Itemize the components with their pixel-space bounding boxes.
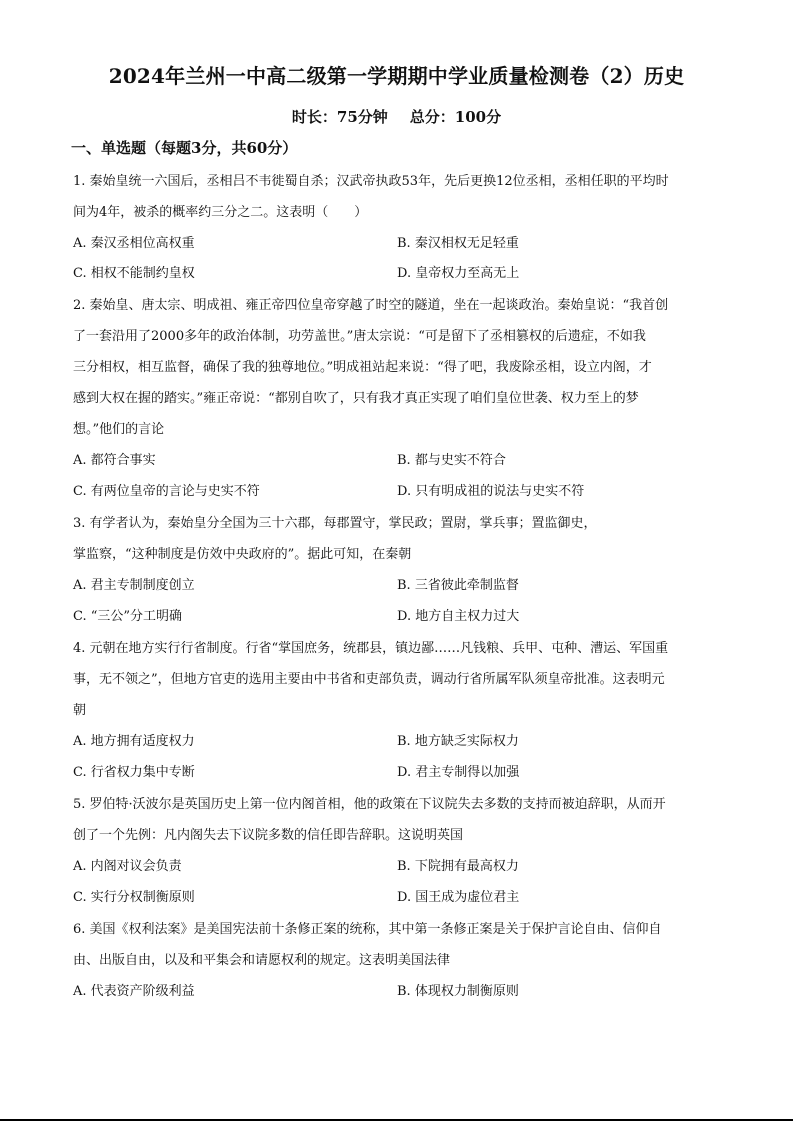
question-4-stem-line-2: 事，无不领之”，但地方官吏的选用主要由中书省和吏部负责，调动行省所属军队须皇帝批准。这表明元 xyxy=(73,672,665,687)
page-bottom-border xyxy=(0,1119,793,1121)
question-2-stem-line-3: 三分相权，相互监督，确保了我的独尊地位。”明成祖站起来说：“得了吧，我废除丞相，设立内阁，才 xyxy=(73,360,652,375)
question-5-stem-line-2: 创了一个先例：凡内阁失去下议院多数的信任即告辞职。这说明英国 xyxy=(73,828,464,843)
question-4-option-b: B. 地方缺乏实际权力 xyxy=(397,734,519,749)
question-3-option-c: C. “三公”分工明确 xyxy=(73,609,183,624)
question-3-option-b: B. 三省彼此牵制监督 xyxy=(397,578,519,593)
question-4-stem-line-3: 朝 xyxy=(73,703,87,718)
question-1-option-b: B. 秦汉相权无足轻重 xyxy=(397,236,519,251)
question-1-option-a: A. 秦汉丞相位高权重 xyxy=(73,236,195,251)
question-5-stem-line-1: 5. 罗伯特·沃波尔是英国历史上第一位内阁首相，他的政策在下议院失去多数的支持而被迫辞职，从而开 xyxy=(73,797,666,812)
question-2-option-d: D. 只有明成祖的说法与史实不符 xyxy=(397,484,585,499)
question-4-stem-line-1: 4. 元朝在地方实行行省制度。行省“掌国庶务，统郡县，镇边鄙……凡钱粮、兵甲、屯种、漕运、军国重 xyxy=(73,641,669,656)
question-5-option-d: D. 国王成为虚位君主 xyxy=(397,890,520,905)
question-1-option-c: C. 相权不能制约皇权 xyxy=(73,266,195,281)
duration-label: 时长：75分钟 xyxy=(291,108,388,126)
question-5-option-c: C. 实行分权制衡原则 xyxy=(73,890,195,905)
question-5-option-a: A. 内阁对议会负责 xyxy=(73,859,182,874)
question-1-option-d: D. 皇帝权力至高无上 xyxy=(397,266,520,281)
exam-meta xyxy=(0,106,793,128)
question-3-stem-line-1: 3. 有学者认为，秦始皇分全国为三十六郡，每郡置守，掌民政；置尉，掌兵事；置监御史， xyxy=(73,516,597,531)
question-3-stem-line-2: 掌监察，“这种制度是仿效中央政府的”。据此可知，在秦朝 xyxy=(73,547,412,562)
question-6-stem-line-2: 由、出版自由，以及和平集会和请愿权利的规定。这表明美国法律 xyxy=(73,953,451,968)
question-2-stem-line-5: 想。”他们的言论 xyxy=(73,422,165,437)
question-2-stem-line-2: 了一套沿用了2000多年的政治体制，功劳盖世。”唐太宗说：“可是留下了丞相篡权的后遗症，不如我 xyxy=(73,329,646,344)
question-6-stem-line-1: 6. 美国《权利法案》是美国宪法前十条修正案的统称，其中第一条修正案是关于保护言论自由、信仰自 xyxy=(73,922,662,937)
question-6-option-a: A. 代表资产阶级利益 xyxy=(73,984,195,999)
question-5-option-b: B. 下院拥有最高权力 xyxy=(397,859,519,874)
question-1-stem-line-1: 1. 秦始皇统一六国后，丞相吕不韦徙蜀自杀；汉武帝执政53年，先后更换12位丞相，丞相任职的平均时 xyxy=(73,174,669,189)
question-3-option-d: D. 地方自主权力过大 xyxy=(397,609,520,624)
question-2-option-c: C. 有两位皇帝的言论与史实不符 xyxy=(73,484,260,499)
question-4-option-a: A. 地方拥有适度权力 xyxy=(73,734,195,749)
question-2-stem-line-4: 感到大权在握的踏实。”雍正帝说：“都别自吹了，只有我才真正实现了咱们皇位世袭、权力至上的梦 xyxy=(73,391,639,406)
section-heading: 一、单选题（每题3分，共60分） xyxy=(71,139,298,157)
question-6-option-b: B. 体现权力制衡原则 xyxy=(397,984,519,999)
question-4-option-c: C. 行省权力集中专断 xyxy=(73,765,195,780)
question-4-option-d: D. 君主专制得以加强 xyxy=(397,765,520,780)
question-2-stem-line-1: 2. 秦始皇、唐太宗、明成祖、雍正帝四位皇帝穿越了时空的隧道，坐在一起谈政治。秦始皇说：“我首创 xyxy=(73,298,669,313)
total-score-label: 总分：100分 xyxy=(409,108,502,126)
exam-title: 2024年兰州一中高二级第一学期期中学业质量检测卷（2）历史 xyxy=(108,64,685,88)
question-3-option-a: A. 君主专制制度创立 xyxy=(73,578,195,593)
question-1-stem-line-2: 间为4年，被杀的概率约三分之二。这表明（ ） xyxy=(73,205,368,220)
question-2-option-b: B. 都与史实不符合 xyxy=(397,453,506,468)
question-2-option-a: A. 都符合事实 xyxy=(73,453,156,468)
